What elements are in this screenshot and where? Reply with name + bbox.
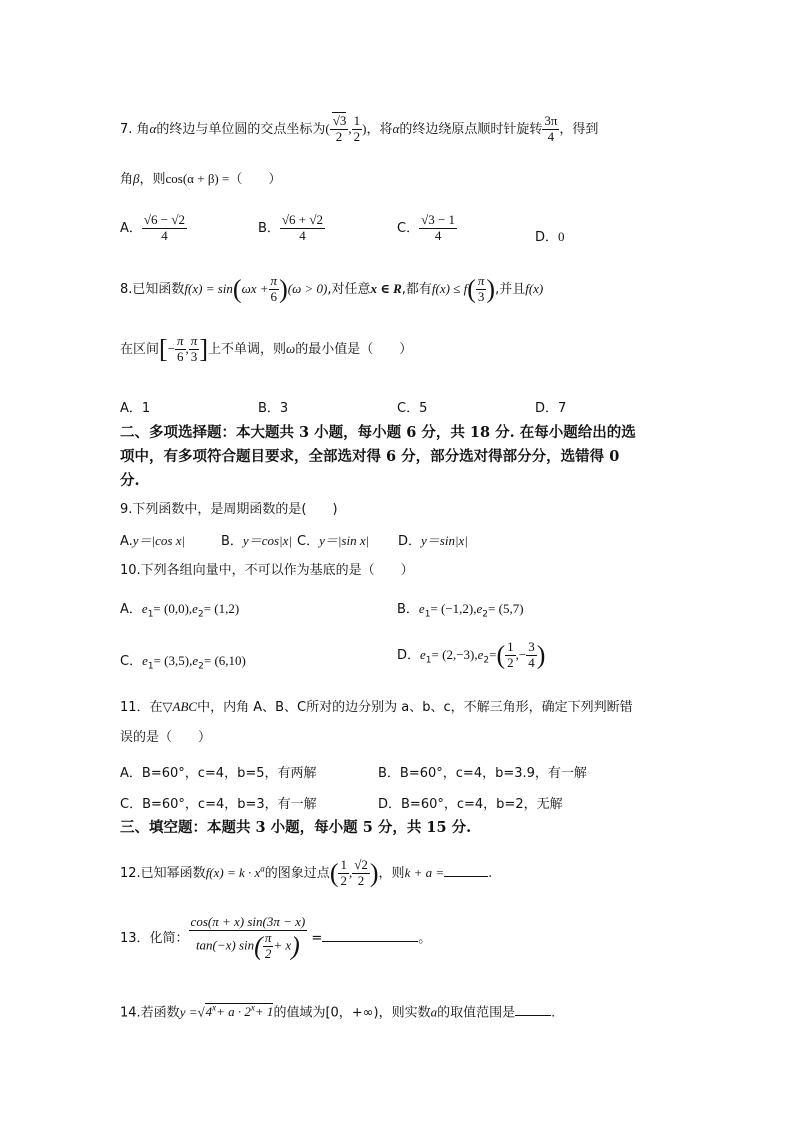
answer-blank-14[interactable]: [515, 1015, 551, 1016]
section-2-heading: 二、多项选择题：本大题共 3 小题，每小题 6 分，共 18 分. 在每小题给出的选 项中，有多项符合题目要求，全部选对得 6 分，部分选对得部分分，选错得 0 分.: [120, 424, 636, 489]
question-7-option-c[interactable]: C． $\frac{√3 - 1}{4}$: [397, 212, 456, 243]
question-8-option-a[interactable]: A．1: [120, 401, 151, 416]
question-10-stem: 10.下列各组向量中，不可以作为基底的是（ ）: [120, 563, 414, 578]
question-9-option-b[interactable]: B．y＝cos|x|: [221, 533, 292, 549]
question-9-option-d[interactable]: D．y＝sin|x|: [398, 533, 468, 549]
fraction-1-over-2: $\frac{1}{2}$: [353, 113, 361, 144]
question-7-line1: 7. 角α的终边与单位圆的交点坐标为( $\frac{√3}{2}$ , $\frac{1}{2}$ )，将α的终边绕原点顺时针旋转 $\frac{3\pi}{4}$ ，得到: [120, 113, 599, 144]
answer-blank-12[interactable]: [444, 876, 488, 877]
question-11-option-c[interactable]: C．B=60°，c=4，b=3，有一解: [120, 797, 317, 812]
question-11-option-a[interactable]: A．B=60°，c=4，b=5，有两解: [120, 766, 317, 781]
question-10-option-a[interactable]: A．$e_1= (0,0),e_2= (1,2)$: [120, 601, 240, 620]
question-7-line2: 角β，则cos(α + β) =（ ）: [120, 171, 282, 187]
fraction-3pi-over-4: $\frac{3\pi}{4}$: [544, 113, 558, 144]
question-10-option-c[interactable]: C．$e_1= (3,5),e_2= (6,10)$: [120, 653, 246, 672]
question-7-option-a[interactable]: A． $\frac{√6 - √2}{4}$: [120, 212, 186, 243]
question-8-option-b[interactable]: B．3: [258, 401, 289, 416]
question-11-option-b[interactable]: B．B=60°，c=4，b=3.9，有一解: [378, 766, 587, 781]
question-9-option-a[interactable]: A.y＝|cos x|: [120, 533, 186, 549]
question-13: 13．化简： cos(π + x) sin(3π − x) tan(−x) sin( $\frac{\pi}{2}$ + x) = 。: [120, 914, 432, 961]
question-12: 12.已知幂函数$f(x) = k \cdot x^a$的图象过点( $\frac{1}{2}$ , $\frac{√2}{2}$ )，则k + a = .: [120, 857, 493, 888]
question-9-option-c[interactable]: C．y＝|sin x|: [297, 533, 370, 549]
question-8-option-d[interactable]: D．7: [535, 401, 567, 416]
fraction-sqrt3-over-2: $\frac{√3}{2}$: [330, 114, 349, 145]
question-11-line1: 11．在▽ABC中，内角 A、B、C所对的边分别为 a、b、c，不解三角形，确定下列判断错: [120, 699, 633, 715]
question-8-option-c[interactable]: C．5: [397, 401, 428, 416]
section-3-heading: 三、填空题：本题共 3 小题，每小题 5 分，共 15 分.: [120, 819, 472, 836]
question-11-line2: 误的是（ ）: [120, 730, 212, 745]
question-7-option-b[interactable]: B． $\frac{√6 + √2}{4}$: [258, 212, 324, 243]
fraction-q13: cos(π + x) sin(3π − x) tan(−x) sin( $\frac{\pi}{2}$ + x): [190, 914, 306, 961]
question-10-option-d[interactable]: D．$e_1= (2,-3),e_2=$( $\frac{1}{2}$ ,− $\frac{3}{4}$ ): [397, 639, 546, 670]
question-14: 14.若函数$y =√4^x+ a \cdot 2^x+ 1$的值域为[0，+∞)，则实数a的取值范围是 .: [120, 1003, 556, 1021]
question-10-option-b[interactable]: B．$e_1= (-1,2),e_2= (5,7)$: [397, 601, 524, 620]
question-9-stem: 9.下列函数中，是周期函数的是( ): [120, 502, 338, 517]
question-7-option-d[interactable]: D．0: [535, 229, 565, 245]
question-8-line1: 8.已知函数f(x) = sin(ωx + $\frac{\pi}{6}$ )(ω > 0),对任意x ∈ R,都有f(x) ≤ f( $\frac{\pi}{3}$ ),并且f(x): [120, 273, 544, 304]
answer-blank-13[interactable]: [322, 941, 418, 942]
question-8-line2: 在区间[− $\frac{\pi}{6}$ , $\frac{\pi}{3}$ ]上不单调，则ω的最小值是（ ）: [120, 333, 413, 364]
question-11-option-d[interactable]: D．B=60°，c=4，b=2，无解: [378, 797, 563, 812]
